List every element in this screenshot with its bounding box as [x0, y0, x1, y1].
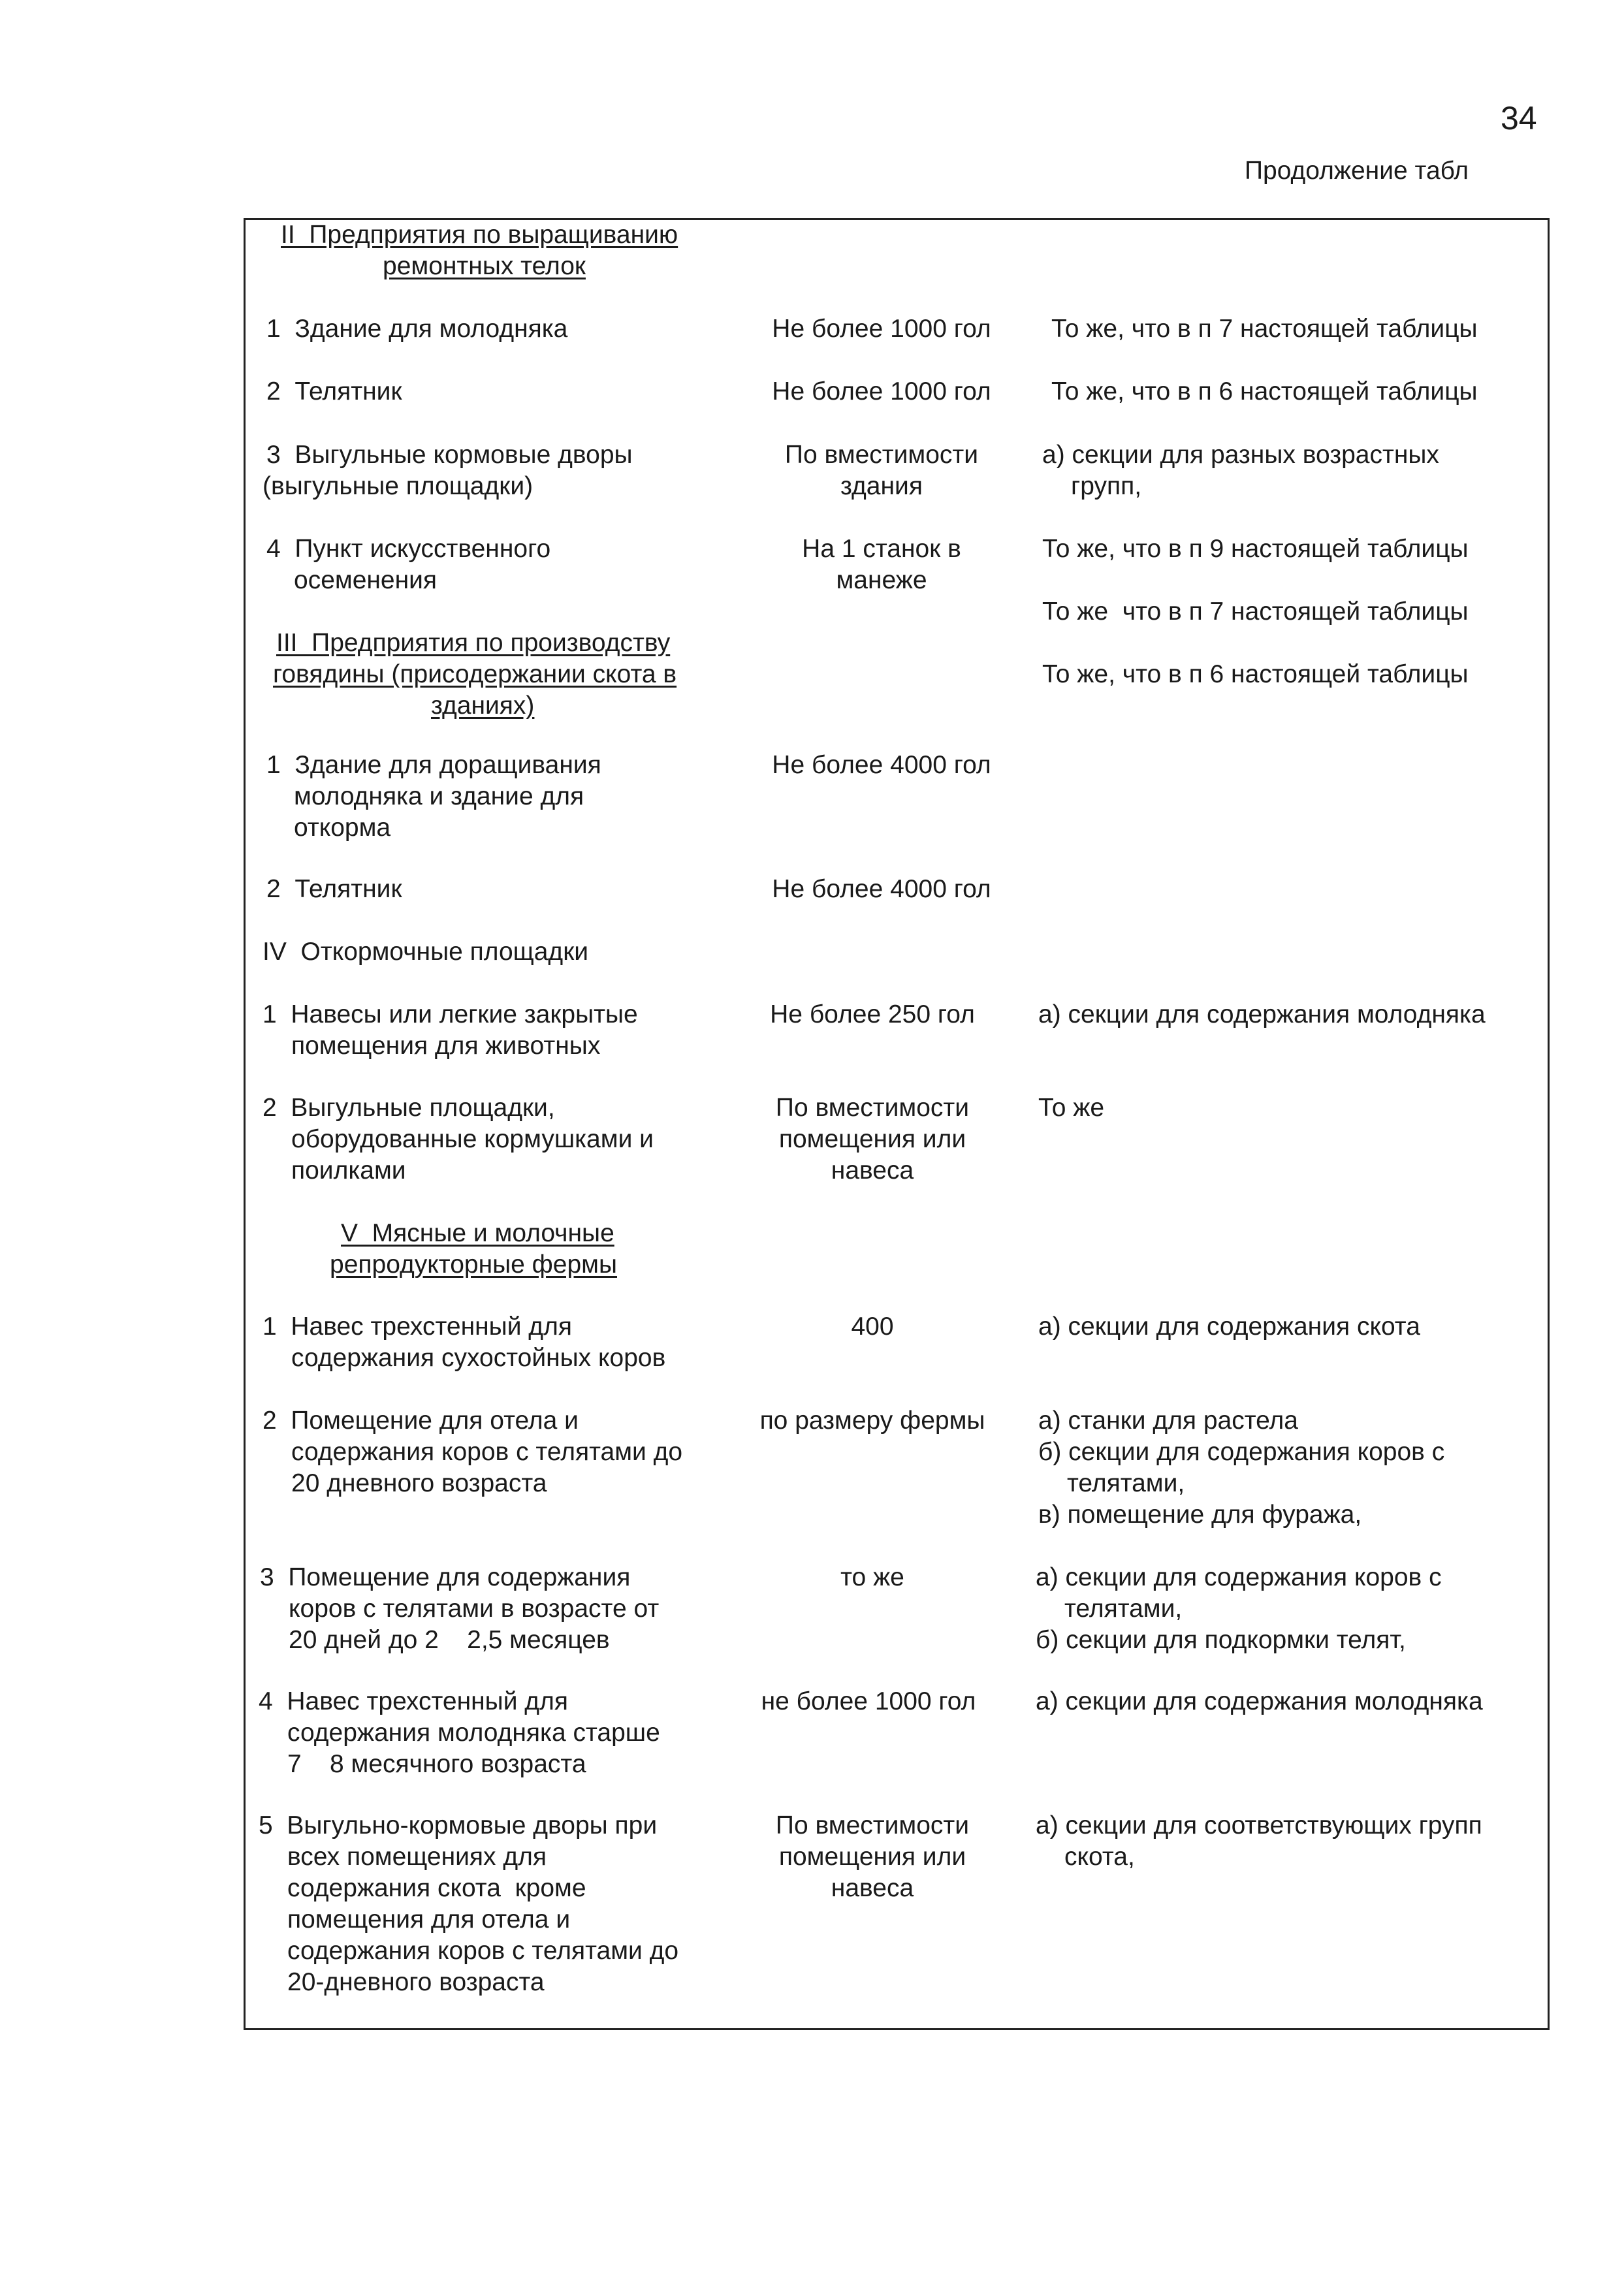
s5-row5-notes-2: скота,	[1064, 1843, 1135, 1871]
s4-row2-name-3: поилками	[291, 1156, 406, 1185]
s3-row2-capacity: Не более 4000 гол	[772, 875, 991, 903]
s2-row4-name-2: осеменения	[294, 566, 438, 594]
s4-row1-notes: а) секции для содержания молодняка	[1038, 1000, 1486, 1028]
s5-row2-notes-3: телятами,	[1067, 1469, 1185, 1497]
continuation-label: Продолжение табл	[1245, 157, 1469, 185]
section3-heading-line1: III Предприятия по производству	[276, 629, 671, 657]
s4-row2-name-1: 2 Выгульные площадки,	[263, 1094, 555, 1122]
s2-row3-capacity-1: По вместимости	[784, 441, 979, 469]
section2-heading-line2: ремонтных телок	[383, 252, 586, 280]
s2-row3-name-2: (выгульные площадки)	[263, 472, 533, 500]
s2-row2-capacity: Не более 1000 гол	[772, 377, 991, 406]
s2-row1-capacity: Не более 1000 гол	[772, 315, 991, 343]
s4-row1-name-1: 1 Навесы или легкие закрытые	[263, 1000, 638, 1028]
s5-row5-name-6: 20-дневного возраста	[287, 1968, 545, 1996]
s4-row2-capacity-2: помещения или	[778, 1125, 966, 1153]
s5-row4-notes: а) секции для содержания молодняка	[1036, 1687, 1483, 1715]
s5-row1-name-2: содержания сухостойных коров	[291, 1344, 666, 1372]
s4-row2-capacity-1: По вместимости	[775, 1094, 970, 1122]
s2-row3-name-1: 3 Выгульные кормовые дворы	[266, 441, 633, 469]
s5-row5-name-4: помещения для отела и	[287, 1905, 571, 1934]
s3-row1-name-2: молодняка и здание для	[294, 782, 584, 810]
s2-row3-notes-1: а) секции для разных возрастных	[1042, 441, 1439, 469]
s5-row3-capacity: то же	[840, 1563, 904, 1591]
s5-row3-notes-3: б) секции для подкормки телят,	[1036, 1626, 1406, 1654]
section3-heading-line3: зданиях)	[431, 692, 535, 720]
s5-row2-notes-2: б) секции для содержания коров с	[1038, 1438, 1445, 1466]
s5-row5-capacity-2: помещения или	[778, 1843, 966, 1871]
section5-heading-line2: репродукторные фермы	[330, 1250, 617, 1279]
section2-heading-line1: II Предприятия по выращиванию	[281, 221, 678, 249]
s4-row2-notes: То же	[1038, 1094, 1105, 1122]
s2-row4-notes-3: То же, что в п 6 настоящей таблицы	[1042, 660, 1469, 688]
s4-row1-capacity: Не более 250 гол	[770, 1000, 975, 1028]
s5-row4-name-2: содержания молодняка старше	[287, 1719, 660, 1747]
section4-heading: IV Откормочные площадки	[263, 938, 589, 966]
s5-row5-capacity-1: По вместимости	[775, 1811, 970, 1839]
s2-row4-name-1: 4 Пункт искусственного	[266, 535, 551, 563]
s3-row1-name-3: откорма	[294, 814, 391, 842]
s5-row5-name-1: 5 Выгульно-кормовые дворы при	[259, 1811, 658, 1839]
s3-row1-name-1: 1 Здание для доращивания	[266, 751, 601, 779]
s5-row2-capacity: по размеру фермы	[759, 1407, 985, 1435]
s4-row2-capacity-3: навеса	[831, 1156, 914, 1185]
s2-row4-capacity-1: На 1 станок в	[802, 535, 961, 563]
s2-row3-capacity-2: здания	[840, 472, 923, 500]
s2-row4-notes-2: То же что в п 7 настоящей таблицы	[1042, 597, 1469, 626]
s5-row5-capacity-3: навеса	[831, 1874, 914, 1902]
page-number: 34	[1501, 100, 1537, 136]
s5-row2-name-2: содержания коров с телятами до	[291, 1438, 683, 1466]
s3-row2-name: 2 Телятник	[266, 875, 402, 903]
s5-row4-capacity: не более 1000 гол	[761, 1687, 976, 1715]
s5-row2-name-3: 20 дневного возраста	[291, 1469, 547, 1497]
s2-row1-notes: То же, что в п 7 настоящей таблицы	[1051, 315, 1478, 343]
section5-heading-line1: V Мясные и молочные	[341, 1219, 614, 1247]
s2-row4-capacity-2: манеже	[836, 566, 927, 594]
s2-row2-notes: То же, что в п 6 настоящей таблицы	[1051, 377, 1478, 406]
s5-row1-name-1: 1 Навес трехстенный для	[263, 1313, 572, 1341]
s5-row3-name-1: 3 Помещение для содержания	[260, 1563, 631, 1591]
s5-row4-name-1: 4 Навес трехстенный для	[259, 1687, 568, 1715]
s5-row4-name-3: 7 8 месячного возраста	[287, 1750, 586, 1778]
s5-row5-notes-1: а) секции для соответствующих групп	[1036, 1811, 1482, 1839]
s5-row2-name-1: 2 Помещение для отела и	[263, 1407, 579, 1435]
s2-row2-name: 2 Телятник	[266, 377, 402, 406]
s4-row2-name-2: оборудованные кормушками и	[291, 1125, 654, 1153]
section3-heading-line2: говядины (присодержании скота в	[273, 660, 677, 688]
s5-row1-notes: а) секции для содержания скота	[1038, 1313, 1420, 1341]
s5-row3-notes-1: а) секции для содержания коров с	[1036, 1563, 1442, 1591]
s5-row1-capacity: 400	[851, 1313, 894, 1341]
s5-row5-name-3: содержания скота кроме	[287, 1874, 586, 1902]
s4-row1-name-2: помещения для животных	[291, 1032, 601, 1060]
s2-row4-notes-1: То же, что в п 9 настоящей таблицы	[1042, 535, 1469, 563]
s5-row3-notes-2: телятами,	[1064, 1595, 1183, 1623]
s5-row2-notes-1: а) станки для растела	[1038, 1407, 1298, 1435]
s5-row3-name-2: коров с телятами в возрасте от	[289, 1595, 660, 1623]
s5-row5-name-5: содержания коров с телятами до	[287, 1937, 679, 1965]
s5-row2-notes-4: в) помещение для фуража,	[1038, 1501, 1362, 1529]
s2-row1-name: 1 Здание для молодняка	[266, 315, 568, 343]
s2-row3-notes-2: групп,	[1071, 472, 1142, 500]
s3-row1-capacity: Не более 4000 гол	[772, 751, 991, 779]
s5-row5-name-2: всех помещениях для	[287, 1843, 547, 1871]
s5-row3-name-3: 20 дней до 2 2,5 месяцев	[289, 1626, 610, 1654]
